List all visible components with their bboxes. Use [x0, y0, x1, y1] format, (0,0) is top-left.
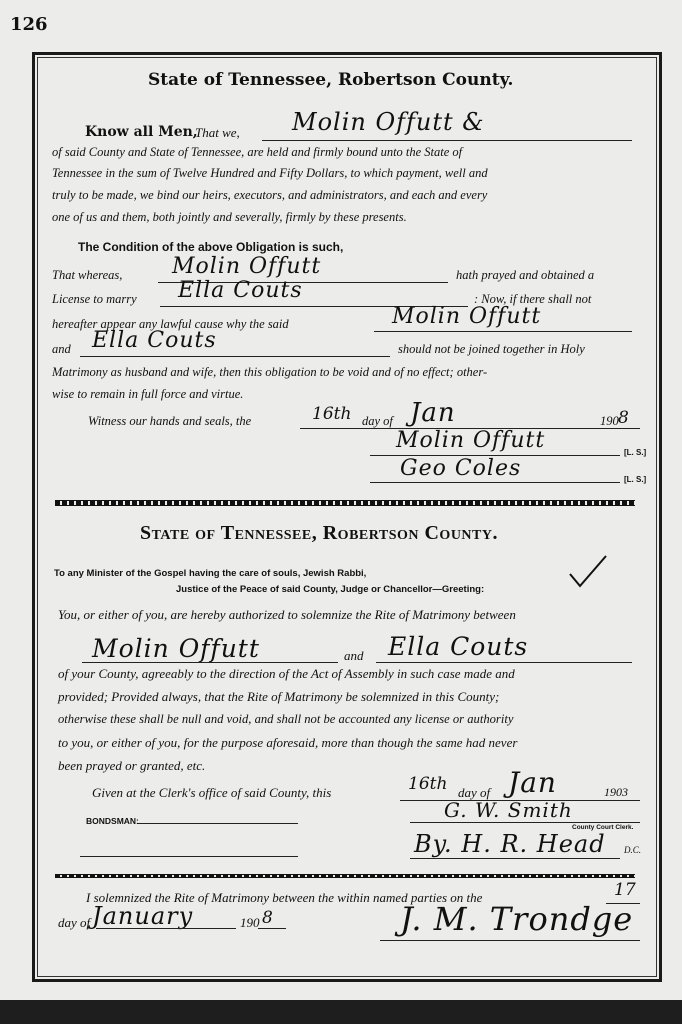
license-bride-line — [376, 662, 632, 663]
page-number: 126 — [10, 14, 48, 35]
witness-day: 16th — [312, 404, 352, 424]
return-day: 17 — [614, 880, 636, 900]
license-title: State of Tennessee, Robertson County. — [140, 522, 498, 544]
license-para-2: of your County, agreeably to the direction of the Act of Assembly in such case made and — [58, 666, 515, 681]
bond-line-4: one of us and them, both jointly and severally, firmly by these presents. — [52, 210, 407, 224]
groom-line-2 — [374, 331, 632, 332]
given-day: 16th — [408, 774, 448, 794]
return-year: 190 — [240, 915, 260, 930]
license-bride: Ella Couts — [388, 632, 529, 661]
to-any-minister: To any Minister of the Gospel having the care of souls, Jewish Rabbi, — [54, 568, 367, 579]
clerk-line — [410, 822, 640, 823]
return-month: January — [92, 902, 194, 930]
license-and: and — [344, 648, 364, 663]
bond-line-3: truly to be made, we bind our heirs, executors, and administrators, and each and every — [52, 188, 488, 202]
witness-month: Jan — [410, 398, 456, 428]
license-to-marry: License to marry — [52, 292, 137, 306]
witness-year-suffix: 8 — [618, 408, 629, 428]
bride-name-1: Ella Couts — [178, 278, 303, 303]
that-we-label: That we, — [195, 125, 240, 140]
given-at: Given at the Clerk's office of said County, this — [92, 785, 332, 800]
license-para-5: to you, or either of you, for the purpose aforesaid, more than though the same had never — [58, 735, 518, 750]
clerk-signature: G. W. Smith — [444, 798, 573, 822]
bond-title: State of Tennessee, Robertson County. — [148, 70, 514, 90]
groom-name-1: Molin Offutt — [172, 254, 322, 279]
matrimony-text: Matrimony as husband and wife, then this obligation to be void and of no effect; other- — [52, 365, 488, 379]
hereafter-text: hereafter appear any lawful cause why the said — [52, 317, 289, 331]
and-label-1: and — [52, 342, 71, 356]
should-not: should not be joined together in Holy — [398, 342, 585, 356]
seal-1: [L. S.] — [624, 448, 647, 457]
given-month: Jan — [508, 766, 557, 799]
checkmark-icon — [568, 552, 608, 592]
license-para-4: otherwise these shall be null and void, and shall not be accounted any license or authority — [58, 712, 514, 726]
now-if: : Now, if there shall not — [474, 292, 592, 306]
return-divider — [55, 874, 635, 878]
license-para-1: You, or either of you, are hereby authorized to solemnize the Rite of Matrimony between — [58, 607, 516, 622]
given-year: 1903 — [604, 785, 628, 799]
bride-line-2 — [80, 356, 390, 357]
justice-greeting: Justice of the Peace of said County, Judge or Chancellor—Greeting: — [176, 584, 485, 595]
obligor-line — [262, 140, 632, 141]
officiant-signature: J. M. Trondge — [400, 900, 634, 938]
groom-name-2: Molin Offutt — [392, 304, 542, 329]
witness-day-of: day of — [362, 414, 393, 428]
signature-2: Geo Coles — [400, 456, 522, 481]
signature-1: Molin Offutt — [396, 428, 546, 453]
whereas-label: That whereas, — [52, 268, 123, 282]
return-line-1: I solemnized the Rite of Matrimony between the within named parties on the — [86, 890, 483, 905]
deputy-signature: By. H. R. Head — [414, 830, 606, 858]
witness-text: Witness our hands and seals, the — [88, 414, 252, 428]
license-groom-line — [82, 662, 338, 663]
hath-prayed: hath prayed and obtained a — [456, 268, 595, 282]
return-year-suffix: 8 — [262, 908, 273, 928]
return-day-label: day of — [58, 915, 91, 930]
deputy-clerk-label: D.C. — [624, 845, 642, 855]
bond-line-2: Tennessee in the sum of Twelve Hundred and Fifty Dollars, to which payment, well and — [52, 166, 488, 180]
section-divider — [55, 500, 635, 506]
deputy-line — [410, 858, 620, 859]
license-para-3: provided; Provided always, that the Rite of Matrimony be solemnized in this County; — [58, 689, 500, 704]
clerk-label: County Court Clerk. — [572, 824, 634, 831]
witness-year-prefix: 190 — [600, 414, 619, 428]
return-year-line — [258, 928, 286, 929]
seal-2: [L. S.] — [624, 475, 647, 484]
condition-heading: The Condition of the above Obligation is such, — [78, 240, 344, 254]
given-day-of: day of — [458, 785, 491, 800]
return-month-line — [96, 928, 236, 929]
wise-text: wise to remain in full force and virtue. — [52, 387, 244, 401]
bond-line-1: of said County and State of Tennessee, are held and firmly bound unto the State of — [52, 145, 463, 159]
license-groom: Molin Offutt — [92, 634, 260, 663]
obligor-signature: Molin Offutt & — [292, 108, 485, 136]
bondsman-line-1 — [138, 823, 298, 824]
bride-name-2: Ella Couts — [92, 328, 217, 353]
bondsman-line-2 — [80, 856, 298, 857]
know-all-men: Know all Men, — [85, 124, 198, 140]
bondsman-label: BONDSMAN: — [86, 816, 139, 826]
bottom-edge-shadow — [0, 1000, 682, 1024]
license-para-6: been prayed or granted, etc. — [58, 758, 206, 773]
signature-line-2 — [370, 482, 620, 483]
officiant-line — [380, 940, 640, 941]
